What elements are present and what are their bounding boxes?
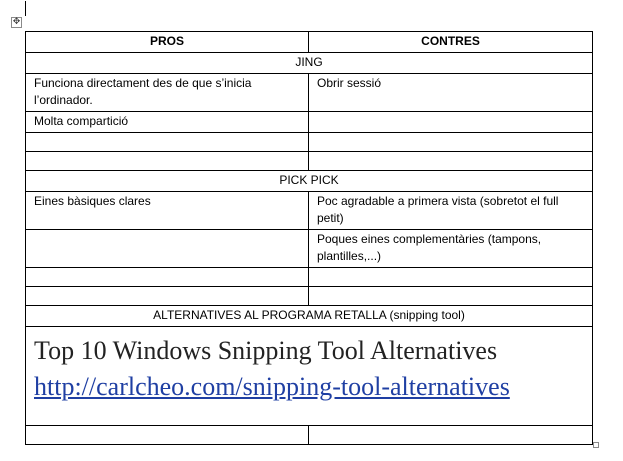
table-row: [26, 426, 593, 445]
section-row-pickpick: [26, 171, 593, 192]
con-cell[interactable]: [309, 268, 593, 287]
table-resize-icon[interactable]: [593, 442, 599, 448]
con-cell[interactable]: [309, 152, 593, 171]
pro-cell[interactable]: [26, 230, 309, 268]
con-cell[interactable]: Obrir sessió: [309, 74, 593, 112]
pro-cell[interactable]: [26, 268, 309, 287]
table-row: [26, 230, 593, 268]
alternatives-heading: Top 10 Windows Snipping Tool Alternatives: [34, 336, 498, 365]
pros-header: PROS: [26, 32, 309, 53]
section-title-alternatives: ALTERNATIVES AL PROGRAMA RETALLA (snipping tool): [26, 306, 593, 327]
section-row-alternatives: [26, 306, 593, 327]
pros-cons-table: [25, 31, 593, 445]
table-row: [26, 112, 593, 133]
pro-cell[interactable]: Eines bàsiques clares: [26, 192, 309, 230]
con-cell[interactable]: Poques eines complementàries (tampons, plantilles,...): [309, 230, 593, 268]
alternatives-content-row: [26, 327, 593, 426]
pro-cell[interactable]: [26, 133, 309, 152]
con-cell[interactable]: [309, 426, 593, 445]
table-row: [26, 287, 593, 306]
section-row-jing: [26, 53, 593, 74]
alternatives-content-cell: [26, 327, 593, 426]
table-row: [26, 133, 593, 152]
pro-cell[interactable]: [26, 287, 309, 306]
section-title-pickpick: PICK PICK: [26, 171, 593, 192]
table-row: [26, 192, 593, 230]
con-cell[interactable]: [309, 133, 593, 152]
section-title-jing: JING: [26, 53, 593, 74]
pro-cell[interactable]: Funciona directament des de que s’inicia l’ordinador.: [26, 74, 309, 112]
alternatives-link[interactable]: http://carlcheo.com/snipping-tool-alternatives: [34, 372, 510, 401]
table-row: [26, 74, 593, 112]
table-move-icon[interactable]: ✥: [12, 17, 21, 27]
con-cell[interactable]: Poc agradable a primera vista (sobretot el full petit): [309, 192, 593, 230]
pro-cell[interactable]: [26, 152, 309, 171]
con-cell[interactable]: [309, 287, 593, 306]
pro-cell[interactable]: Molta compartició: [26, 112, 309, 133]
table-row: [26, 268, 593, 287]
con-cell[interactable]: [309, 112, 593, 133]
header-row: [26, 32, 593, 53]
text-cursor: [25, 1, 26, 16]
pro-cell[interactable]: [26, 426, 309, 445]
table-row: [26, 152, 593, 171]
contres-header: CONTRES: [309, 32, 593, 53]
